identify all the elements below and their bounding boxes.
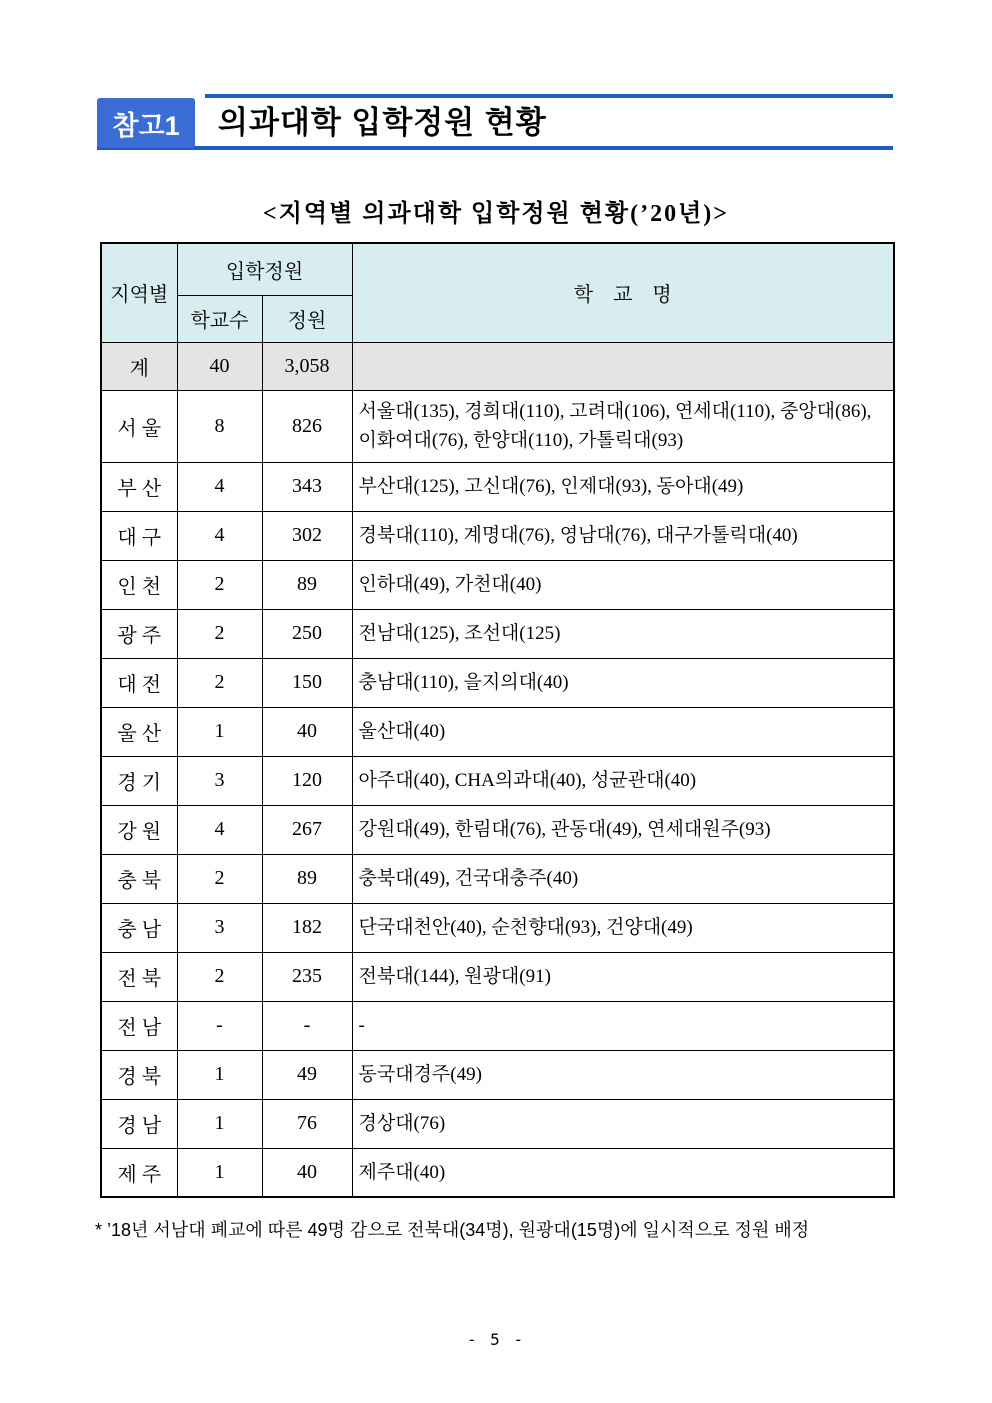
schools-cell: - (352, 1001, 894, 1050)
quota-cell: 302 (262, 511, 352, 560)
table-row (101, 560, 894, 609)
table-body (101, 342, 894, 1197)
page-title: 의과대학 입학정원 현황 (218, 105, 547, 140)
total-schools-cell (352, 342, 894, 390)
school-count-cell: 2 (177, 658, 262, 707)
table-row (101, 511, 894, 560)
region-cell: 대 전 (101, 658, 177, 707)
schools-cell: 부산대(125), 고신대(76), 인제대(93), 동아대(49) (352, 462, 894, 511)
schools-cell: 경북대(110), 계명대(76), 영남대(76), 대구가톨릭대(40) (352, 511, 894, 560)
quota-cell: 40 (262, 707, 352, 756)
schools-cell: 제주대(40) (352, 1148, 894, 1197)
region-cell: 경 기 (101, 756, 177, 805)
school-count-cell: 2 (177, 952, 262, 1001)
schools-cell: 아주대(40), CHA의과대(40), 성균관대(40) (352, 756, 894, 805)
table-row (101, 707, 894, 756)
school-count-cell: 1 (177, 707, 262, 756)
total-row (101, 342, 894, 390)
header-quota: 정원 (262, 295, 352, 342)
header-region: 지역별 (101, 243, 177, 342)
quota-cell: 89 (262, 854, 352, 903)
schools-cell: 전남대(125), 조선대(125) (352, 609, 894, 658)
quota-cell: 120 (262, 756, 352, 805)
table-row (101, 952, 894, 1001)
table-header (101, 243, 894, 342)
region-cell: 인 천 (101, 560, 177, 609)
footnote: * ’18년 서남대 폐교에 따른 49명 감으로 전북대(34명), 원광대(15명)에 일시적으로 정원 배정 (95, 1220, 810, 1240)
table-row (101, 1001, 894, 1050)
quota-cell: 250 (262, 609, 352, 658)
school-count-cell: 2 (177, 609, 262, 658)
header-row-1 (101, 243, 894, 295)
school-count-cell: 1 (177, 1148, 262, 1197)
schools-cell: 충북대(49), 건국대충주(40) (352, 854, 894, 903)
school-count-cell: 8 (177, 390, 262, 462)
table-row (101, 805, 894, 854)
school-count-cell: 4 (177, 805, 262, 854)
region-cell: 서 울 (101, 390, 177, 462)
table-row (101, 1099, 894, 1148)
school-count-cell: 3 (177, 903, 262, 952)
quota-cell: 76 (262, 1099, 352, 1148)
table-caption: <지역별 의과대학 입학정원 현황(’20년)> (263, 201, 729, 227)
region-cell: 울 산 (101, 707, 177, 756)
header-quota-group: 입학정원 (177, 243, 352, 295)
quota-cell: 89 (262, 560, 352, 609)
schools-cell: 동국대경주(49) (352, 1050, 894, 1099)
schools-cell: 경상대(76) (352, 1099, 894, 1148)
region-cell: 전 남 (101, 1001, 177, 1050)
schools-cell: 강원대(49), 한림대(76), 관동대(49), 연세대원주(93) (352, 805, 894, 854)
school-count-cell: 4 (177, 511, 262, 560)
region-cell: 충 북 (101, 854, 177, 903)
school-count-cell: 1 (177, 1050, 262, 1099)
schools-cell: 충남대(110), 을지의대(40) (352, 658, 894, 707)
school-count-cell: 3 (177, 756, 262, 805)
table-row (101, 1148, 894, 1197)
region-cell: 충 남 (101, 903, 177, 952)
quota-cell: 182 (262, 903, 352, 952)
table-row (101, 609, 894, 658)
schools-cell: 서울대(135), 경희대(110), 고려대(106), 연세대(110), 중앙대(86), 이화여대(76), 한양대(110), 가톨릭대(93) (352, 390, 894, 462)
table-row (101, 390, 894, 462)
schools-cell: 전북대(144), 원광대(91) (352, 952, 894, 1001)
quota-cell: - (262, 1001, 352, 1050)
table-row (101, 854, 894, 903)
schools-cell: 인하대(49), 가천대(40) (352, 560, 894, 609)
table-row (101, 1050, 894, 1099)
region-cell: 강 원 (101, 805, 177, 854)
region-cell: 부 산 (101, 462, 177, 511)
total-quota-cell: 3,058 (262, 342, 352, 390)
school-count-cell: 1 (177, 1099, 262, 1148)
region-cell: 제 주 (101, 1148, 177, 1197)
schools-cell: 단국대천안(40), 순천향대(93), 건양대(49) (352, 903, 894, 952)
quota-cell: 40 (262, 1148, 352, 1197)
quota-cell: 235 (262, 952, 352, 1001)
header-school-count: 학교수 (177, 295, 262, 342)
total-region-cell: 계 (101, 342, 177, 390)
reference-badge (97, 98, 195, 148)
reference-badge-label: 참고1 (112, 110, 180, 141)
school-count-cell: 4 (177, 462, 262, 511)
title-rule-bottom (97, 146, 893, 150)
admission-quota-table (100, 242, 895, 1198)
total-school-count-cell: 40 (177, 342, 262, 390)
quota-cell: 826 (262, 390, 352, 462)
quota-cell: 49 (262, 1050, 352, 1099)
header-school-names: 학 교 명 (352, 243, 894, 342)
school-count-cell: 2 (177, 560, 262, 609)
region-cell: 경 남 (101, 1099, 177, 1148)
region-cell: 경 북 (101, 1050, 177, 1099)
table-row (101, 658, 894, 707)
quota-cell: 150 (262, 658, 352, 707)
table-row (101, 756, 894, 805)
region-cell: 대 구 (101, 511, 177, 560)
quota-cell: 267 (262, 805, 352, 854)
schools-cell: 울산대(40) (352, 707, 894, 756)
quota-cell: 343 (262, 462, 352, 511)
page-number: - 5 - (466, 1330, 526, 1349)
school-count-cell: 2 (177, 854, 262, 903)
table-row (101, 903, 894, 952)
school-count-cell: - (177, 1001, 262, 1050)
region-cell: 광 주 (101, 609, 177, 658)
region-cell: 전 북 (101, 952, 177, 1001)
table-row (101, 462, 894, 511)
